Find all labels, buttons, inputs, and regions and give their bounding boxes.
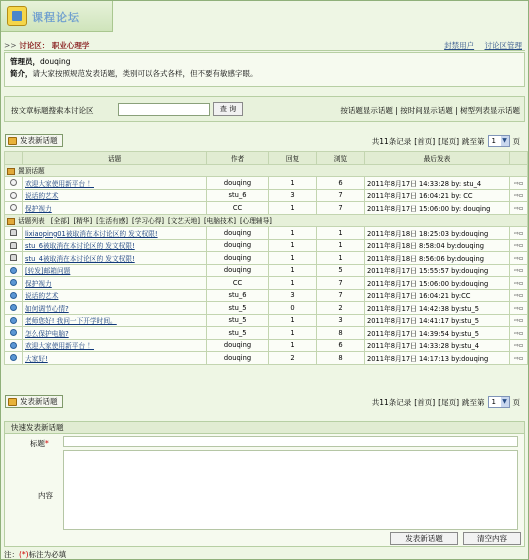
submit-topic-button[interactable]: 发表新话题 — [390, 532, 458, 545]
pager-top — [372, 135, 520, 147]
forum-logo — [1, 1, 113, 32]
view-mode-links: 按话题显示话题 | 按时间显示话题 | 树型列表显示话题 — [340, 106, 520, 115]
topic-replies: 1 — [269, 227, 317, 240]
topic-views: 5 — [317, 264, 365, 277]
quick-post-header: 快速发表新话题 — [5, 422, 524, 434]
content-label: 内容 — [38, 491, 53, 500]
goto-last-post-icon[interactable]: ⇨▫ — [513, 304, 524, 312]
topic-title-link[interactable]: 保护视力 — [25, 204, 52, 213]
topic-author: CC — [207, 277, 269, 290]
topic-views: 8 — [317, 352, 365, 365]
topic-icon — [10, 317, 17, 324]
table-row — [5, 289, 528, 302]
chevron-down-icon: ▼ — [502, 137, 507, 144]
breadcrumb-forum-name[interactable]: 职业心理学 — [51, 41, 90, 50]
topic-views: 7 — [317, 289, 365, 302]
page-select[interactable]: 1 ▼ — [488, 396, 510, 408]
col-replies: 回复 — [269, 152, 317, 165]
lock-icon — [10, 229, 17, 236]
topic-title-link[interactable]: stu_4被取消在本讨论区的 发文权限! — [25, 254, 135, 263]
topic-title-link[interactable]: stu_6被取消在本讨论区的 发文权限! — [25, 242, 135, 251]
search-bar — [4, 96, 525, 122]
goto-last-post-icon[interactable]: ⇨▫ — [513, 254, 524, 262]
table-row — [5, 252, 528, 265]
goto-last-post-icon[interactable]: ⇨▫ — [513, 267, 524, 275]
topic-author: douqing — [207, 339, 269, 352]
moderator-name: douqing — [40, 57, 71, 66]
view-by-topic-link[interactable]: 按话题显示话题 — [340, 106, 393, 115]
goto-last-post-icon[interactable]: ⇨▫ — [513, 204, 524, 212]
topic-replies: 3 — [269, 189, 317, 202]
table-row — [5, 339, 528, 352]
topic-views: 1 — [317, 239, 365, 252]
col-author: 作者 — [207, 152, 269, 165]
goto-last-post-icon[interactable]: ⇨▫ — [513, 279, 524, 287]
jump-label: 跳至第 — [462, 136, 485, 146]
first-page-link[interactable]: [首页] — [414, 397, 436, 407]
topic-last-post: 2011年8月17日 14:33:28 by: stu_4 — [365, 177, 510, 190]
table-row — [5, 239, 528, 252]
goto-last-post-icon[interactable]: ⇨▫ — [513, 192, 524, 200]
table-row — [5, 327, 528, 340]
pager-bottom — [372, 396, 520, 408]
topic-author: douqing — [207, 352, 269, 365]
topic-replies: 1 — [269, 339, 317, 352]
topic-icon — [10, 267, 17, 274]
topic-views: 2 — [317, 302, 365, 315]
table-row — [5, 227, 528, 240]
topic-last-post: 2011年8月17日 15:06:00 by: douqing — [365, 202, 510, 215]
pin-icon — [10, 179, 17, 186]
topic-list — [5, 227, 528, 365]
page-suffix: 页 — [512, 136, 520, 146]
table-row — [5, 264, 528, 277]
col-topic: 话题 — [23, 152, 207, 165]
topic-last-post: 2011年8月17日 16:04:21 by:CC — [365, 289, 510, 302]
content-textarea[interactable] — [63, 450, 518, 530]
topic-last-post: 2011年8月17日 16:04:21 by: CC — [365, 189, 510, 202]
record-count: 共11条记录 — [371, 397, 412, 407]
table-row — [5, 314, 528, 327]
topic-replies: 2 — [269, 352, 317, 365]
topic-icon — [10, 342, 17, 349]
lock-icon — [10, 242, 17, 249]
topic-last-post: 2011年8月17日 15:06:00 by:douqing — [365, 277, 510, 290]
topic-last-post: 2011年8月17日 14:39:54 by:stu_5 — [365, 327, 510, 340]
topic-icon — [10, 279, 17, 286]
goto-last-post-icon[interactable]: ⇨▫ — [513, 354, 524, 362]
quick-post-panel — [4, 421, 525, 547]
topic-views: 3 — [317, 314, 365, 327]
topic-views: 8 — [317, 327, 365, 340]
pinned-section-title: 置顶话题 — [18, 167, 45, 176]
view-tree-link[interactable]: 树型列表显示话题 — [460, 106, 520, 115]
pin-icon — [10, 192, 17, 199]
topic-last-post: 2011年8月17日 14:41:17 by:stu_5 — [365, 314, 510, 327]
col-last-post: 最后发表 — [365, 152, 510, 165]
topic-last-post: 2011年8月18日 18:25:03 by:douqing — [365, 227, 510, 240]
goto-last-post-icon[interactable]: ⇨▫ — [513, 242, 524, 250]
topic-author: stu_6 — [207, 289, 269, 302]
ban-user-link[interactable]: 封禁用户 — [444, 41, 475, 50]
table-row — [5, 177, 528, 190]
moderator-line: 管理员，douqing — [10, 57, 71, 66]
goto-last-post-icon[interactable]: ⇨▫ — [513, 179, 524, 187]
topic-author: douqing — [207, 227, 269, 240]
category-filter-5[interactable]: [电脑技术] — [203, 217, 236, 226]
post-icon — [8, 137, 17, 145]
forum-logo-title: 课程论坛 — [32, 11, 80, 24]
last-page-link[interactable]: [尾页] — [438, 397, 459, 407]
topic-title-link[interactable]: 欢迎大家使用新平台 ！ — [25, 179, 94, 188]
lock-icon — [10, 254, 17, 261]
category-filters — [47, 217, 272, 225]
first-page-link[interactable]: [首页] — [414, 136, 436, 146]
new-topic-button-top[interactable]: 发表新话题 — [5, 134, 63, 147]
topic-author: stu_6 — [207, 189, 269, 202]
breadcrumb: >> 讨论区： 职业心理学 — [4, 41, 90, 50]
table-header-row — [5, 152, 528, 165]
folder-icon — [7, 218, 15, 225]
forum-admin-link[interactable]: 讨论区管理 — [484, 41, 522, 50]
topic-title-link[interactable]: [转发]邮箱问题 — [25, 267, 71, 276]
search-input[interactable] — [118, 103, 210, 116]
last-page-link[interactable]: [尾页] — [438, 136, 459, 146]
topic-last-post: 2011年8月17日 14:42:38 by:stu_5 — [365, 302, 510, 315]
post-icon — [8, 398, 17, 406]
topic-table — [4, 151, 528, 365]
category-filter-1[interactable]: [精华] — [73, 217, 93, 226]
topic-views: 7 — [317, 277, 365, 290]
goto-last-post-icon[interactable]: ⇨▫ — [513, 292, 524, 300]
pinned-section-row — [5, 164, 528, 177]
list-section-title: 话题列表 — [18, 217, 45, 226]
topic-author: CC — [207, 202, 269, 215]
divider — [4, 50, 525, 51]
topic-last-post: 2011年8月17日 15:55:57 by:douqing — [365, 264, 510, 277]
pinned-topics — [5, 177, 528, 215]
category-filter-2[interactable]: [生活有感] — [96, 217, 129, 226]
topic-title-link[interactable]: 说话的艺术 — [25, 192, 59, 201]
table-row — [5, 277, 528, 290]
folder-icon — [7, 168, 15, 175]
topic-replies: 1 — [269, 327, 317, 340]
new-topic-button-bottom[interactable]: 发表新话题 — [5, 395, 63, 408]
category-filter-0[interactable]: [全部] — [50, 217, 70, 226]
topic-last-post: 2011年8月18日 8:58:04 by:douqing — [365, 239, 510, 252]
page-suffix: 页 — [512, 397, 520, 407]
list-section-row — [5, 214, 528, 227]
topic-last-post: 2011年8月17日 14:17:13 by:douqing — [365, 352, 510, 365]
goto-last-post-icon[interactable]: ⇨▫ — [513, 329, 524, 337]
topic-author: stu_5 — [207, 327, 269, 340]
forum-logo-icon — [7, 6, 27, 26]
topic-replies: 1 — [269, 177, 317, 190]
topic-replies: 1 — [269, 252, 317, 265]
goto-last-post-icon[interactable]: ⇨▫ — [513, 317, 524, 325]
goto-last-post-icon[interactable]: ⇨▫ — [513, 229, 524, 237]
topic-author: douqing — [207, 177, 269, 190]
topic-icon — [10, 304, 17, 311]
breadcrumb-label: 讨论区： — [19, 41, 50, 50]
topic-title-link[interactable]: 怎么保护电脑? — [25, 329, 69, 338]
goto-last-post-icon[interactable]: ⇨▫ — [513, 342, 524, 350]
pin-icon — [10, 204, 17, 211]
clear-content-button[interactable]: 清空内容 — [463, 532, 521, 545]
table-row — [5, 202, 528, 215]
topic-author: stu_5 — [207, 314, 269, 327]
search-button[interactable]: 查 询 — [213, 102, 243, 116]
topic-replies: 3 — [269, 289, 317, 302]
topic-views: 1 — [317, 227, 365, 240]
topic-last-post: 2011年8月18日 8:56:06 by:douqing — [365, 252, 510, 265]
topic-title-link[interactable]: 大家好! — [25, 354, 48, 363]
topic-title-link[interactable]: 说话的艺术 — [25, 292, 59, 301]
topic-views: 6 — [317, 339, 365, 352]
topic-views: 6 — [317, 177, 365, 190]
topic-author: douqing — [207, 252, 269, 265]
topic-author: stu_5 — [207, 302, 269, 315]
topic-last-post: 2011年8月17日 14:33:28 by:stu_4 — [365, 339, 510, 352]
topic-replies: 0 — [269, 302, 317, 315]
table-row — [5, 302, 528, 315]
topic-replies: 1 — [269, 202, 317, 215]
topic-views: 7 — [317, 202, 365, 215]
title-input[interactable] — [63, 436, 518, 447]
topic-views: 7 — [317, 189, 365, 202]
topic-title-link[interactable]: 保护视力 — [25, 279, 52, 288]
table-row — [5, 352, 528, 365]
topic-title-link[interactable]: 欢迎大家使用新平台 ！ — [25, 342, 94, 351]
topic-author: douqing — [207, 264, 269, 277]
topic-author: douqing — [207, 239, 269, 252]
topic-replies: 1 — [269, 239, 317, 252]
category-filter-3[interactable]: [学习心得] — [132, 217, 165, 226]
record-count: 共11条记录 — [371, 136, 412, 146]
topic-icon — [10, 329, 17, 336]
view-by-time-link[interactable]: 按时间显示话题 — [400, 106, 453, 115]
jump-label: 跳至第 — [462, 397, 485, 407]
forum-info-box — [4, 52, 525, 87]
intro-text: 请大家按照规范发表话题，类别可以各式各样，但不要有敏感字眼。 — [32, 69, 258, 78]
chevron-down-icon: ▼ — [502, 398, 507, 405]
category-filter-6[interactable]: [心理辅导] — [239, 217, 272, 226]
topic-replies: 1 — [269, 277, 317, 290]
topic-title-link[interactable]: 老师您好! 我问一下开学时间。 — [25, 317, 117, 326]
page-select[interactable]: 1 ▼ — [488, 135, 510, 147]
topic-replies: 1 — [269, 314, 317, 327]
topic-title-link[interactable]: 如何调节心情? — [25, 304, 69, 313]
table-row — [5, 189, 528, 202]
col-views: 浏览 — [317, 152, 365, 165]
topic-replies: 1 — [269, 264, 317, 277]
search-label: 按文章标题搜索本讨论区 — [11, 106, 94, 115]
topic-icon — [10, 292, 17, 299]
title-label: 标题* — [30, 439, 49, 448]
topic-views: 1 — [317, 252, 365, 265]
topic-icon — [10, 354, 17, 361]
intro-line: 简介，请大家按照规范发表话题，类别可以各式各样，但不要有敏感字眼。 — [10, 69, 258, 78]
topic-title-link[interactable]: lixiaoping01被取消在本讨论区的 发文权限! — [25, 229, 158, 238]
category-filter-4[interactable]: [文艺天地] — [168, 217, 200, 226]
footer-note: 注：(*)标注为必填 — [4, 550, 67, 559]
